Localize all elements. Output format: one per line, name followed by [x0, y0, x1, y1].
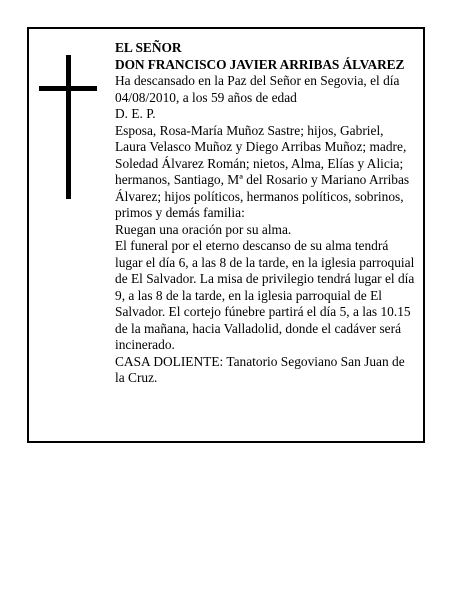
latin-cross-icon: [39, 55, 101, 199]
rest-in-peace-line: D. E. P.: [115, 106, 156, 121]
notice-title: EL SEÑOR: [115, 40, 182, 55]
obituary-notice: [27, 27, 425, 443]
deceased-name: DON FRANCISCO JAVIER ARRIBAS ÁLVAREZ: [115, 56, 405, 72]
death-announcement: Ha descansado en la Paz del Señor en Segovia, el día 04/08/2010, a los 59 años de edad: [115, 73, 400, 105]
funeral-details: El funeral por el eterno descanso de su alma tendrá lugar el día 6, a las 8 de la tarde, en la iglesia parroquial de El Salvador. La misa de privilegio tendrá lugar el día 9, a las 8 de la tarde, en la iglesia parroquial de El Salvador. El cortejo fúnebre partirá el día 5, a las 10.15 de la mañana, hacia Valladolid, donde el cadáver será incinerado.: [115, 238, 415, 352]
prayer-request: Ruegan una oración por su alma.: [115, 221, 292, 237]
mourning-house: CASA DOLIENTE: Tanatorio Segoviano San Juan de la Cruz.: [115, 353, 405, 385]
family-list: Esposa, Rosa-María Muñoz Sastre; hijos, Gabriel, Laura Velasco Muñoz y Diego Arribas Muñoz; madre, Soledad Álvarez Román; nietos, Alma, Elías y Alicia; hermanos, Santiago, Mª del Rosario y Mariano Arribas Álvarez; hijos políticos, hermanos políticos, sobrinos, primos y demás familia:: [115, 122, 410, 220]
cross-vertical-bar: [66, 55, 71, 199]
cross-horizontal-bar: [39, 86, 97, 91]
obituary-text: [115, 40, 417, 387]
